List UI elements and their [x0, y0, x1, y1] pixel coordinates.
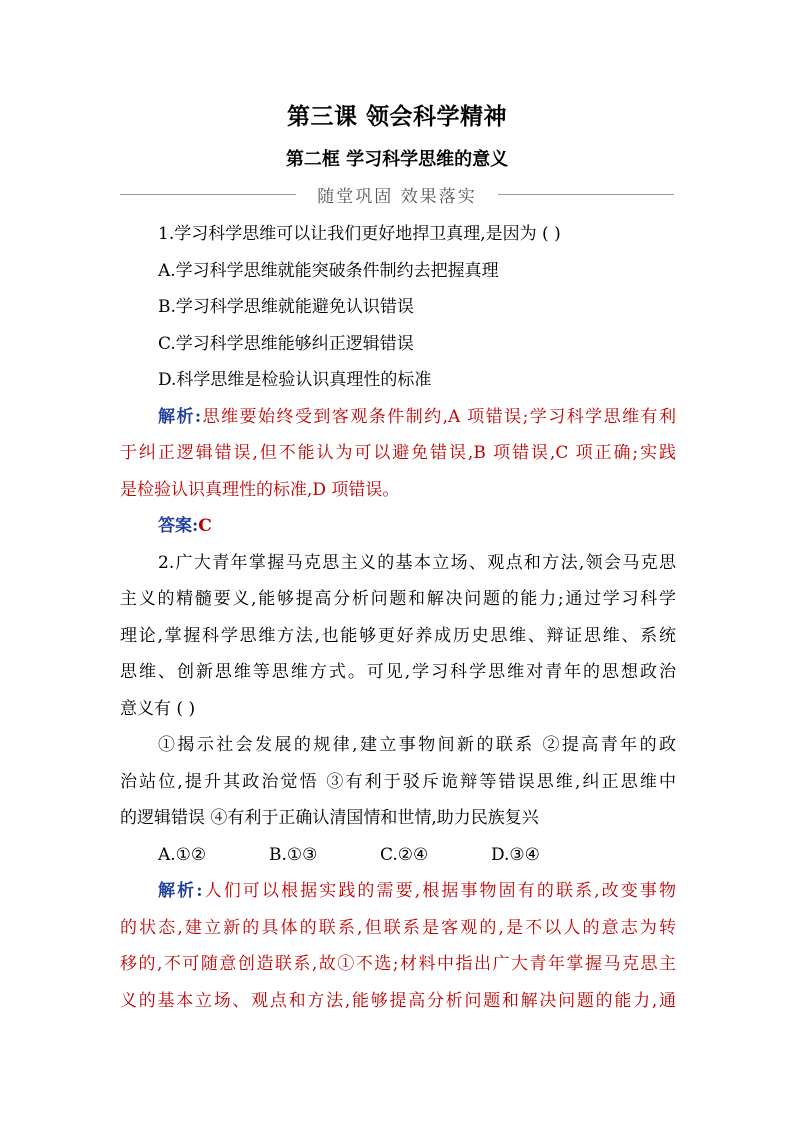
- q2-option-a: A.①②: [158, 844, 207, 865]
- q1-analysis-line: 于纠正逻辑错误,但不能认为可以避免错误,B 项错误,C 项正确;实践: [120, 443, 676, 463]
- q2-analysis-line: 移的,不可随意创造联系,故①不选;材料中指出广大青年掌握马克思主: [120, 954, 676, 974]
- q1-analysis-label: 解析:: [158, 406, 202, 427]
- q1-stem: 1.学习科学思维可以让我们更好地捍卫真理,是因为 ( ): [158, 224, 561, 244]
- q1-analysis-line: 是检验认识真理性的标准,D 项错误。: [120, 479, 400, 500]
- banner-rule-left: [120, 194, 296, 195]
- q2-analysis-label: 解析:: [158, 881, 203, 901]
- q2-stem-line: 2.广大青年掌握马克思主义的基本立场、观点和方法,领会马克思: [158, 552, 676, 573]
- q1-analysis-line: [120, 399, 676, 436]
- q1-option-c: C.学习科学思维能够纠正逻辑错误: [158, 333, 414, 354]
- q2-analysis-line: 的状态,建立新的具体的联系,但联系是客观的,是不以人的意志为转: [120, 917, 676, 938]
- q2-option-c: C.②④: [380, 844, 429, 865]
- q2-item-line: 的逻辑错误 ④有利于正确认清国情和世情,助力民族复兴: [120, 808, 539, 828]
- q2-stem-line: 理论,掌握科学思维方法,也能够更好养成历史思维、辩证思维、系统: [120, 625, 676, 646]
- q2-analysis-line: 义的基本立场、观点和方法,能够提高分析问题和解决问题的能力,通: [120, 990, 676, 1011]
- q2-option-d: D.③④: [491, 844, 540, 865]
- q2-item-line: ①揭示社会发展的规律,建立事物间新的联系 ②提高青年的政: [158, 735, 676, 755]
- page-title: 第三课 领会科学精神: [286, 103, 507, 130]
- q2-analysis-text: 人们可以根据实践的需要,根据事物固有的联系,改变事物: [202, 881, 676, 901]
- q2-stem-line: 思维、创新思维等思维方式。可见,学习科学思维对青年的思想政治: [120, 662, 676, 682]
- q2-analysis-line: [120, 873, 676, 910]
- page-subtitle: 第二框 学习科学思维的意义: [285, 149, 509, 170]
- q1-analysis-text: 思维要始终受到客观条件制约,A 项错误;学习科学思维有利: [201, 406, 676, 427]
- q1-answer-value: C: [198, 516, 212, 536]
- q1-option-d: D.科学思维是检验认识真理性的标准: [158, 370, 432, 390]
- q1-option-b: B.学习科学思维就能避免认识错误: [158, 297, 414, 317]
- banner-label: 随堂巩固 效果落实: [317, 187, 477, 207]
- q2-options: [120, 837, 676, 874]
- q2-stem-line: 意义有 ( ): [120, 698, 196, 719]
- q1-answer-label: 答案:: [158, 516, 199, 536]
- banner-rule-right: [498, 194, 674, 195]
- section-banner: [120, 182, 674, 208]
- document-body: [120, 216, 676, 1019]
- q1-answer: [120, 508, 676, 545]
- q2-stem-line: 主义的精髓要义,能够提高分析问题和解决问题的能力;通过学习科学: [120, 589, 676, 609]
- q2-option-b: B.①③: [269, 844, 318, 865]
- q2-item-line: 治站位,提升其政治觉悟 ③有利于驳斥诡辩等错误思维,纠正思维中: [120, 771, 676, 792]
- q1-option-a: A.学习科学思维就能突破条件制约去把握真理: [158, 260, 499, 281]
